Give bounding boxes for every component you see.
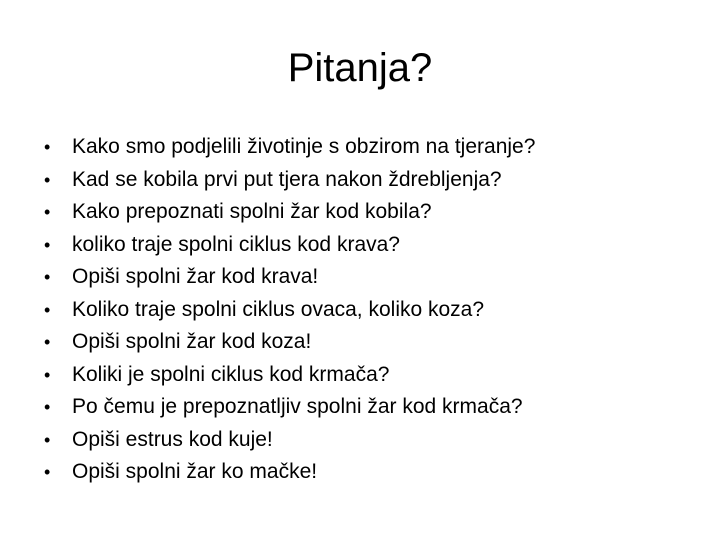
bullet-icon: • (44, 332, 51, 352)
bullet-icon: • (44, 397, 51, 417)
list-item (44, 424, 535, 457)
list-item (44, 196, 535, 229)
question-text: koliko traje spolni ciklus kod krava? (72, 232, 400, 256)
bullet-icon: • (44, 169, 51, 190)
bullet-icon: • (44, 429, 51, 450)
question-text: Opiši spolni žar kod koza! (72, 330, 312, 353)
question-text: Koliko traje spolni ciklus ovaca, koliko koza? (72, 297, 485, 321)
bullet-icon: • (44, 267, 51, 287)
bullet-icon: • (44, 462, 51, 482)
question-text: Kako prepoznati spolni žar kod kobila? (72, 200, 432, 223)
question-text: Kako smo podjelili životinje s obzirom na tjeranje? (72, 135, 536, 158)
bullet-icon: • (44, 137, 51, 157)
question-text: Kad se kobila prvi put tjera nakon ždrebljenja? (72, 167, 502, 191)
list-item (44, 261, 535, 294)
list-item (44, 456, 535, 489)
list-item (44, 359, 535, 392)
list-item (44, 326, 535, 359)
list-item (44, 391, 535, 424)
question-text: Koliki je spolni ciklus kod krmača? (72, 362, 390, 386)
list-item (44, 164, 535, 197)
slide-title: Pitanja? (287, 46, 433, 90)
list-item (44, 131, 535, 164)
question-text: Opiši estrus kod kuje! (72, 427, 273, 451)
question-text: Opiši spolni žar kod krava! (72, 265, 319, 288)
bullet-icon: • (44, 299, 51, 320)
bullet-icon: • (44, 234, 51, 255)
bullet-icon: • (44, 202, 51, 222)
bullet-icon: • (44, 364, 51, 385)
list-item (44, 294, 535, 327)
list-item (44, 229, 535, 262)
question-text: Po čemu je prepoznatljiv spolni žar kod krmača? (72, 395, 523, 418)
question-list (44, 131, 535, 489)
question-text: Opiši spolni žar ko mačke! (72, 460, 318, 483)
